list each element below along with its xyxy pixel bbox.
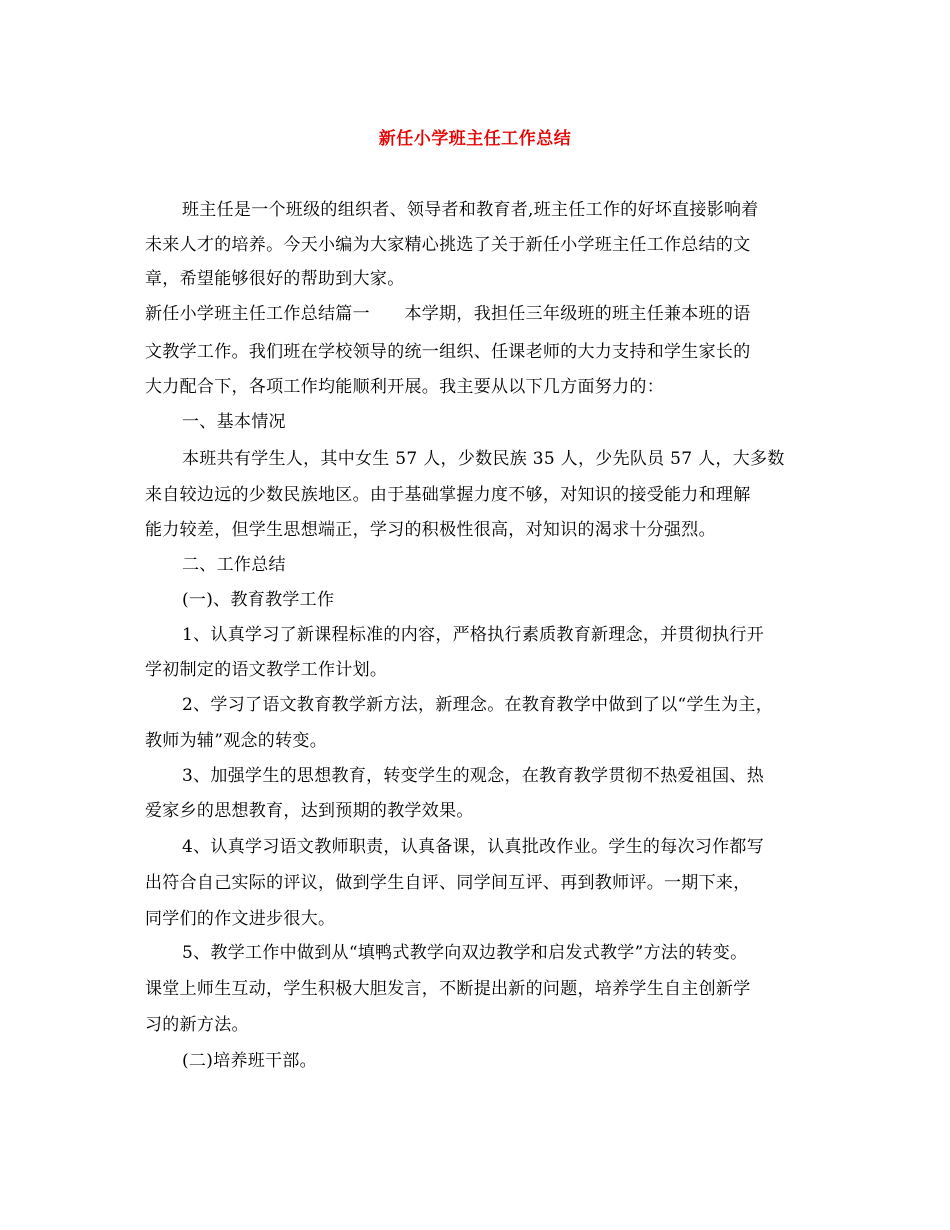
paragraph-line: 大力配合下，各项工作均能顺利开展。我主要从以下几方面努力的： [145,377,664,397]
subsection-heading: (一)、教育教学工作 [182,590,335,610]
section-heading: 一、基本情况 [182,412,286,432]
paragraph-line: 习的新方法。 [145,1015,249,1035]
subsection-heading: (二)培养班干部。 [182,1051,317,1071]
paragraph-line: 5、教学工作中做到从“填鸭式教学向双边教学和启发式教学”方法的转变。 [182,943,748,963]
paragraph-line: 1、认真学习了新课程标准的内容，严格执行素质教育新理念，并贯彻执行开 [182,625,765,645]
paragraph-line: 能力较差，但学生思想端正，学习的积极性很高，对知识的渴求十分强烈。 [145,520,716,540]
paragraph-line: 本班共有学生人，其中女生 57 人，少数民族 35 人，少先队员 57 人，大多数 [182,449,785,469]
document-title: 新任小学班主任工作总结 [378,129,572,149]
paragraph-line: 出符合自己实际的评议，做到学生自评、同学间互评、再到教师评。一期下来， [145,873,751,893]
paragraph-line: 4、认真学习语文教师职责，认真备课，认真批改作业。学生的每次习作都写 [182,837,765,857]
paragraph-line: 教师为辅”观念的转变。 [145,731,327,751]
paragraph-line: 2、学习了语文教育教学新方法，新理念。在教育教学中做到了以“学生为主， [182,695,774,715]
paragraph-line: 来自较边远的少数民族地区。由于基础掌握力度不够，对知识的接受能力和理解 [145,485,751,505]
paragraph-line: 3、加强学生的思想教育，转变学生的观念，在教育教学贯彻不热爱祖国、热 [182,766,765,786]
paragraph-line: 同学们的作文进步很大。 [145,909,336,929]
paragraph-line: 未来人才的培养。今天小编为大家精心挑选了关于新任小学班主任工作总结的文 [145,235,751,255]
paragraph-line: 班主任是一个班级的组织者、领导者和教育者,班主任工作的好坏直接影响着 [182,200,759,220]
section-heading: 二、工作总结 [182,555,286,575]
paragraph-line: 课堂上师生互动，学生积极大胆发言，不断提出新的问题，培养学生自主创新学 [145,979,751,999]
paragraph-line: 章，希望能够很好的帮助到大家。 [145,269,405,289]
paragraph-line: 学初制定的语文教学工作计划。 [145,660,388,680]
paragraph-line: 爱家乡的思想教育，达到预期的教学效果。 [145,801,474,821]
paragraph-line: 文教学工作。我们班在学校领导的统一组织、任课老师的大力支持和学生家长的 [145,342,751,362]
paragraph-line: 新任小学班主任工作总结篇一 本学期，我担任三年级班的班主任兼本班的语 [145,304,751,324]
